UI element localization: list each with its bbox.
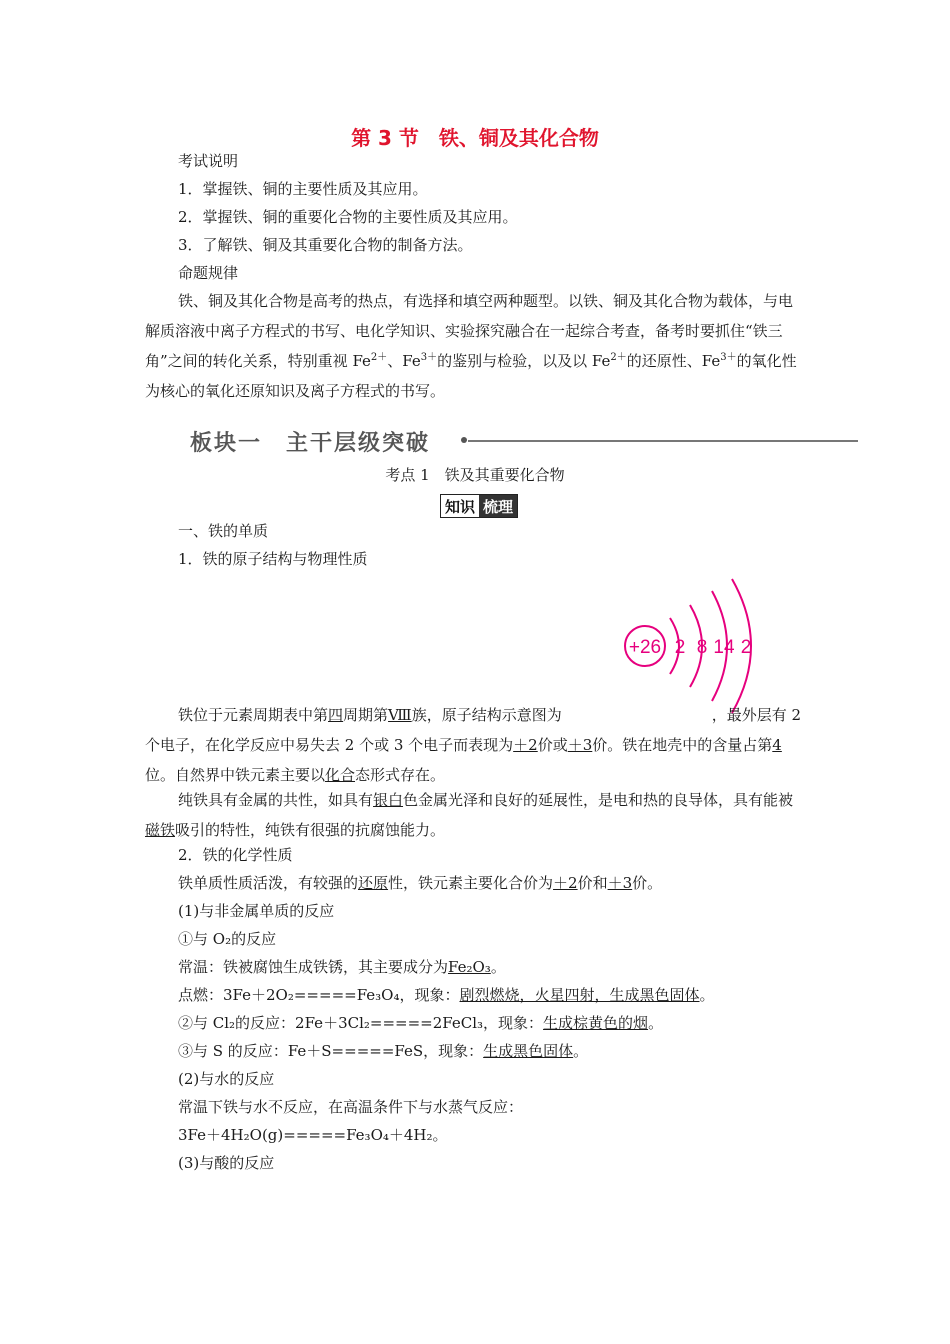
exam-desc-heading: 考试说明 <box>178 152 239 170</box>
kaodian-title: 考点 1 铁及其重要化合物 <box>385 466 565 484</box>
iron-physical-paragraph: 纯铁具有金属的共性，如具有银白色金属光泽和良好的延展性，是电和热的良导体，具有能被磁铁吸引的特性，纯铁有很强的抗腐蚀能力。 <box>145 791 794 839</box>
sec2-heading: 2．铁的化学性质 <box>178 846 293 864</box>
knowledge-badge <box>440 494 518 518</box>
band-dot <box>461 437 467 443</box>
shell-electrons-3: 14 <box>713 637 735 658</box>
shell-electrons-4: 2 <box>740 637 752 658</box>
r3-heading: (3)与酸的反应 <box>178 1154 275 1172</box>
iron-position-paragraph: 铁位于元素周期表中第四周期第Ⅷ族，原子结构示意图为 ，最外层有 2 个电子，在化学反应中易失去 2 个或 3 个电子而表现为＋2价或＋3价。铁在地壳中的含量占第4位。自然界中铁元素主要以化合态形式存在。 <box>145 706 802 784</box>
shell-electrons-2: 8 <box>696 637 708 658</box>
pattern-paragraph: 铁、铜及其化合物是高考的热点，有选择和填空两种题型。以铁、铜及其化合物为载体，与电解质溶液中离子方程式的书写、电化学知识、实验探究融合在一起综合考查，备考时要抓住“铁三角”之间的转化关系，特别重视 $Fe^{2+}$、$Fe^{3+}$的鉴别与检验，以及以 $Fe^{2+}$的还原性、$Fe^{3+}$的氧化性为核心的氧化还原知识及离子方程式的书写。 <box>145 292 797 400</box>
exam-desc-item-1: 1．掌握铁、铜的主要性质及其应用。 <box>178 180 428 198</box>
r1-heading: (1)与非金属单质的反应 <box>178 902 335 920</box>
water-line-2: 3Fe＋4H₂O(g)=====Fe₃O₄＋4H₂。 <box>178 1126 448 1144</box>
normal-line: 常温：铁被腐蚀生成铁锈，其主要成分为Fe₂O₃。 <box>178 958 506 976</box>
section-title: 第 3 节 铁、铜及其化合物 <box>351 126 599 150</box>
sec1-heading: 一、铁的单质 <box>178 522 269 540</box>
sec1-1-heading: 1．铁的原子结构与物理性质 <box>178 550 368 568</box>
s-line: ③与 S 的反应：Fe＋S=====FeS，现象：生成黑色固体。 <box>178 1042 589 1060</box>
r2-heading: (2)与水的反应 <box>178 1070 275 1088</box>
ignite-line: 点燃：3Fe＋2O₂=====Fe₃O₄，现象：剧烈燃烧，火星四射，生成黑色固体。 <box>178 986 715 1004</box>
nucleus-label: +26 <box>628 637 662 658</box>
band-rule <box>468 440 858 442</box>
module-band-title: 板块一 主干层级突破 <box>190 431 431 456</box>
exam-desc-item-3: 3．了解铁、铜及其重要化合物的制备方法。 <box>178 236 473 254</box>
cl2-line: ②与 Cl₂的反应：2Fe＋3Cl₂=====2FeCl₃，现象：生成棕黄色的烟。 <box>178 1014 664 1032</box>
water-line-1: 常温下铁与水不反应，在高温条件下与水蒸气反应： <box>178 1098 524 1116</box>
r1a-heading: ①与 O₂的反应 <box>178 930 277 948</box>
chem-line: 铁单质性质活泼，有较强的还原性，铁元素主要化合价为＋2价和＋3价。 <box>178 874 663 892</box>
badge-right: 梳理 <box>479 495 517 517</box>
badge-left: 知识 <box>441 495 479 517</box>
pattern-heading: 命题规律 <box>178 264 239 282</box>
exam-desc-item-2: 2．掌握铁、铜的重要化合物的主要性质及其应用。 <box>178 208 518 226</box>
shell-electrons-1: 2 <box>674 637 686 658</box>
